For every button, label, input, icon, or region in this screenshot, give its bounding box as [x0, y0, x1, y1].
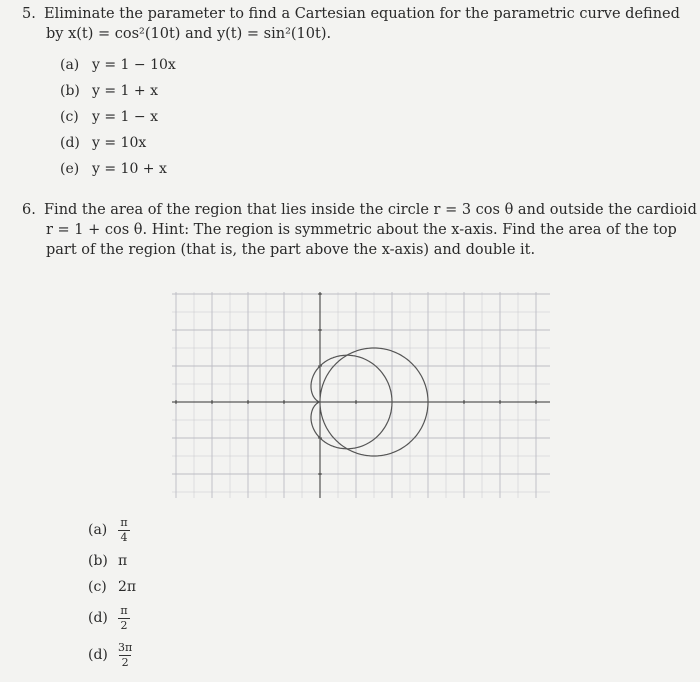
- q5-option-c[interactable]: (c) y = 1 − x: [60, 109, 158, 125]
- question-6-line1: 6. Find the area of the region that lies inside the circle r = 3 cos θ and outside the cardioid: [22, 202, 697, 218]
- polar-graph: [172, 292, 550, 498]
- graph-axes: [172, 292, 550, 498]
- q5-option-d[interactable]: (d) y = 10x: [60, 135, 147, 151]
- fraction: $\frac{\pi}{2}$: [118, 605, 130, 632]
- question-5-options: [22, 52, 682, 182]
- q6-option-d[interactable]: (d) $\frac{\pi}{2}$: [88, 600, 136, 636]
- question-6-line3: part of the region (that is, the part above the x-axis) and double it.: [46, 242, 536, 258]
- q5-option-a[interactable]: (a) y = 1 − 10x: [60, 57, 176, 73]
- question-5-number: 5.: [22, 6, 36, 22]
- fraction: $\frac{3\pi}{2}$: [118, 640, 133, 669]
- question-5: [22, 4, 682, 182]
- question-6: [22, 200, 697, 260]
- question-5-line1: 5. Eliminate the parameter to find a Cartesian equation for the parametric curve defined: [22, 6, 680, 22]
- fraction: $\frac{\pi}{4}$: [118, 517, 130, 544]
- q5-option-b[interactable]: (b) y = 1 + x: [60, 83, 158, 99]
- q5-option-e[interactable]: (e) y = 10 + x: [60, 161, 167, 177]
- q6-option-b[interactable]: (b) π: [88, 553, 128, 569]
- q6-option-c[interactable]: (c) 2π: [88, 579, 137, 595]
- question-6-options: [88, 512, 136, 674]
- question-6-number: 6.: [22, 202, 36, 218]
- q6-option-a[interactable]: (a) $\frac{\pi}{4}$: [88, 512, 136, 548]
- q6-option-d2[interactable]: (d) $\frac{3\pi}{2}$: [88, 640, 133, 669]
- question-6-line2: r = 1 + cos θ. Hint: The region is symmetric about the x-axis. Find the area of the top: [46, 222, 677, 238]
- question-5-line2: by x(t) = cos²(10t) and y(t) = sin²(10t).: [46, 26, 332, 42]
- graph-grid: [172, 292, 550, 498]
